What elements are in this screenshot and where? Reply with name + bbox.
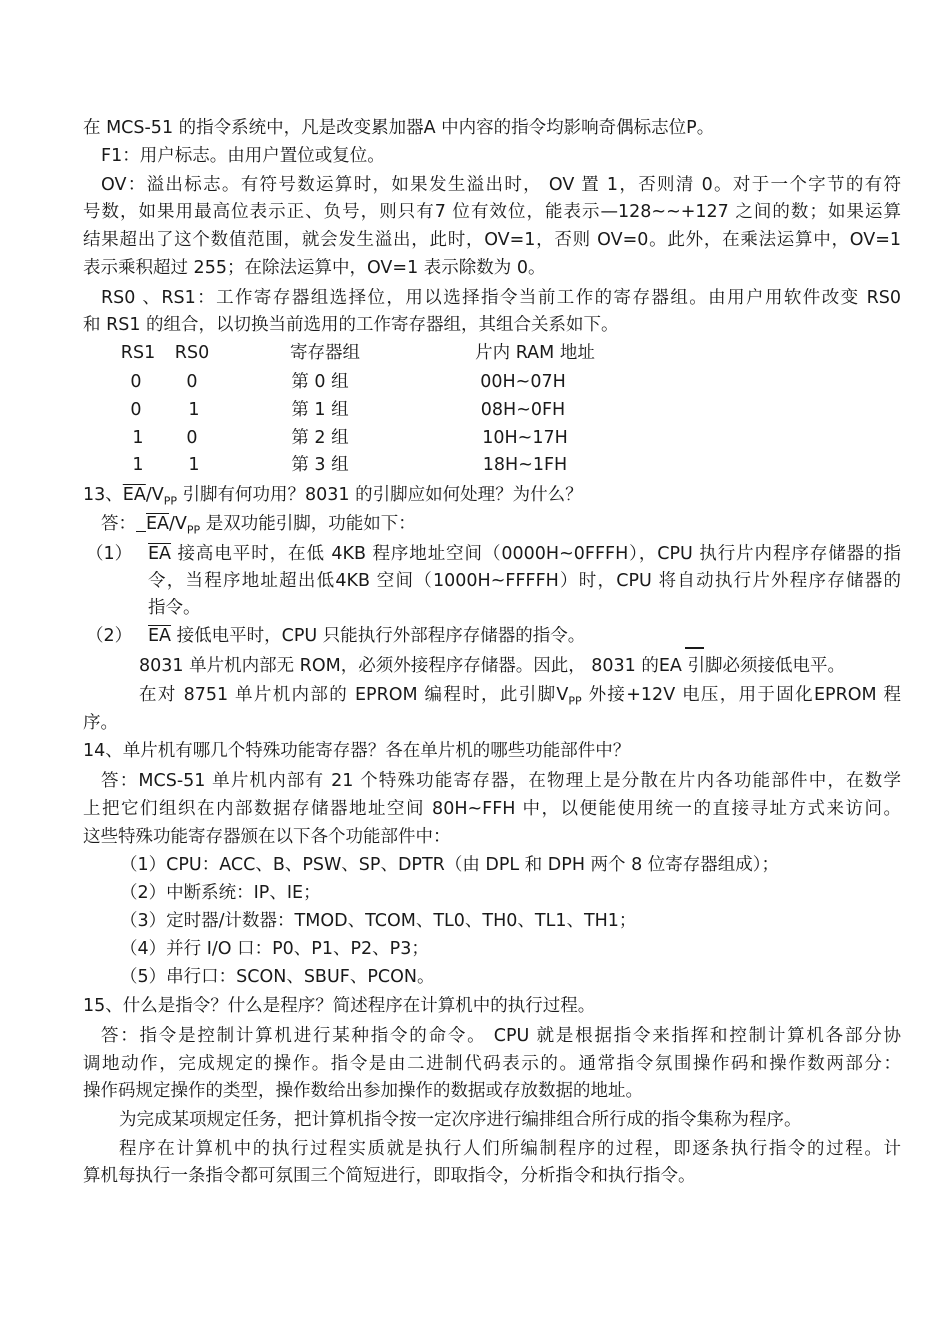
table-cell: 00H~07H xyxy=(480,372,566,392)
list-item: （5）串行口：SCON、SBUF、PCON。 xyxy=(120,967,435,987)
table-cell: 0 xyxy=(130,372,142,392)
list-item: （3）定时器/计数器：TMOD、TCOM、TL0、TH0、TL1、TH1； xyxy=(120,911,637,931)
table-cell: 1 xyxy=(132,455,144,475)
ov-line-2: 号数，如果用最高位表示正、负号，则只有7 位有效位，能表示—128~~+127 之间的数；如果运算 xyxy=(83,202,901,222)
table-cell: 1 xyxy=(188,455,200,475)
ea-overline-bar xyxy=(685,647,704,649)
table-cell: 第 3 组 xyxy=(291,455,349,475)
pp-subscript: PP xyxy=(163,494,177,508)
paragraph-8751-tail: 外接+12V 电压，用于固化EPROM 程 xyxy=(581,685,901,705)
item-2-text: 接低电平时，CPU 只能执行外部程序存储器的指令。 xyxy=(171,626,586,646)
paragraph-f1: F1：用户标志。由用户置位或复位。 xyxy=(101,146,385,166)
table-cell: 第 2 组 xyxy=(291,428,349,448)
item-2-number: （2） xyxy=(86,626,133,646)
ov-line-1: OV：溢出标志。有符号数运算时，如果发生溢出时， OV 置 1，否则清 0。对于一个字节的有符 xyxy=(101,175,901,195)
question-13-title xyxy=(83,484,583,513)
table-cell: 第 0 组 xyxy=(291,372,349,392)
ea-overline-text: $\overline{EA}$ xyxy=(148,626,172,646)
table-header-address: 片内 RAM 地址 xyxy=(475,343,595,363)
table-cell: 1 xyxy=(188,400,200,420)
rs-line-2: 和 RS1 的组合，以切换当前选用的工作寄存器组，其组合关系如下。 xyxy=(83,315,619,335)
table-cell: 18H~1FH xyxy=(482,455,568,475)
item-1-line-1 xyxy=(148,543,901,565)
paragraph-execution-line-2: 算机每执行一条指令都可氛围三个简短进行，即取指令，分析指令和执行指令。 xyxy=(83,1166,696,1186)
item-1-number: （1） xyxy=(86,544,133,564)
paragraph-8751-text: 在对 8751 单片机内部的 EPROM 编程时，此引脚V xyxy=(139,685,569,705)
item-2-line xyxy=(148,625,585,647)
paragraph-program-definition: 为完成某项规定任务，把计算机指令按一定次序进行编排组合所行成的指令集称为程序。 xyxy=(119,1110,802,1130)
ov-line-3: 结果超出了这个数值范围，就会发生溢出，此时，OV=1，否则 OV=0。此外，在乘法运算中，OV=1 xyxy=(83,230,901,250)
paragraph-8751-end: 序。 xyxy=(83,713,118,733)
answer-14-line-2: 上把它们组织在内部数据存储器地址空间 80H~FFH 中，以便能使用统一的直接寻址方式来访问。 xyxy=(83,799,901,819)
question-14-title: 14、单片机有哪几个特殊功能寄存器？各在单片机的哪些功能部件中？ xyxy=(83,741,631,761)
ea-overline-text: $\overline{EA}$ xyxy=(148,544,172,564)
question-number: 13、 xyxy=(83,485,123,505)
paragraph-intro: 在 MCS-51 的指令系统中，凡是改变累加器A 中内容的指令均影响奇偶标志位P。 xyxy=(83,118,715,138)
list-item: （1）CPU：ACC、B、PSW、SP、DPTR（由 DPL 和 DPH 两个 8 位寄存器组成）； xyxy=(120,855,780,875)
pin-v: /V xyxy=(169,514,187,534)
answer-14-line-1: 答：MCS-51 单片机内部有 21 个特殊功能寄存器，在物理上是分散在片内各功能部件中，在数学 xyxy=(101,771,901,791)
question-13-text: 引脚有何功用？8031 的引脚应如何处理？为什么？ xyxy=(176,485,583,505)
underline-mark xyxy=(136,513,146,532)
table-cell: 1 xyxy=(132,428,144,448)
table-header-bank: 寄存器组 xyxy=(290,343,360,363)
answer-15-line-3: 操作码规定操作的类型，操作数给出参加操作的数据或存放数据的地址。 xyxy=(83,1081,643,1101)
item-1-line-2: 令，当程序地址超出低4KB 空间（1000H~FFFFH）时，CPU 将自动执行片外程序存储器的 xyxy=(148,571,901,591)
table-cell: 10H~17H xyxy=(482,428,568,448)
pin-v: /V xyxy=(145,485,164,505)
paragraph-8031-text: 8031 单片机内部无 ROM，必须外接程序存储器。因此， 8031 的 xyxy=(139,656,659,676)
pp-subscript: PP xyxy=(568,694,582,708)
list-item: （4）并行 I/O 口：P0、P1、P2、P3； xyxy=(120,939,429,959)
answer-14-line-3: 这些特殊功能寄存器颁在以下各个功能部件中： xyxy=(83,827,451,847)
answer-13-text: 是双功能引脚，功能如下： xyxy=(200,514,416,534)
ea-text: EA xyxy=(658,656,682,676)
question-15-title: 15、什么是指令？什么是程序？简述程序在计算机中的执行过程。 xyxy=(83,996,596,1016)
ov-line-4: 表示乘积超过 255；在除法运算中，OV=1 表示除数为 0。 xyxy=(83,258,546,278)
table-header-rs1: RS1 xyxy=(120,343,156,363)
table-cell: 0 xyxy=(186,428,198,448)
list-item: （2）中断系统：IP、IE； xyxy=(120,883,321,903)
ea-overline-text: $\overline{EA}$ xyxy=(122,485,146,505)
paragraph-8031-tail: 引脚必须接低电平。 xyxy=(681,656,845,676)
paragraph-8751 xyxy=(139,684,901,713)
paragraph-execution-line-1: 程序在计算机中的执行过程实质就是执行人们所编制程序的过程，即逐条执行指令的过程。计 xyxy=(119,1139,901,1159)
pp-subscript: PP xyxy=(186,523,201,537)
table-cell: 08H~0FH xyxy=(480,400,566,420)
item-1-text: 接高电平时，在低 4KB 程序地址空间（0000H~0FFFH），CPU 执行片内程序存储器的指 xyxy=(171,544,901,564)
item-1-line-3: 指令。 xyxy=(148,598,201,618)
table-cell: 0 xyxy=(186,372,198,392)
answer-15-line-2: 调地动作，完成规定的操作。指令是由二进制代码表示的。通常指令氛围操作码和操作数两部分： xyxy=(83,1054,901,1074)
rs-line-1: RS0 、RS1：工作寄存器组选择位，用以选择指令当前工作的寄存器组。由用户用软件改变 RS0 xyxy=(101,288,901,308)
answer-13-lead xyxy=(101,513,416,542)
table-header-rs0: RS0 xyxy=(174,343,210,363)
table-cell: 第 1 组 xyxy=(291,400,349,420)
answer-label: 答： xyxy=(101,514,136,534)
paragraph-8031 xyxy=(139,655,845,677)
ea-overline-text: $\overline{EA}$ xyxy=(146,514,170,534)
table-cell: 0 xyxy=(130,400,142,420)
answer-15-line-1: 答：指令是控制计算机进行某种指令的命令。 CPU 就是根据指令来指挥和控制计算机各部分协 xyxy=(101,1026,901,1046)
